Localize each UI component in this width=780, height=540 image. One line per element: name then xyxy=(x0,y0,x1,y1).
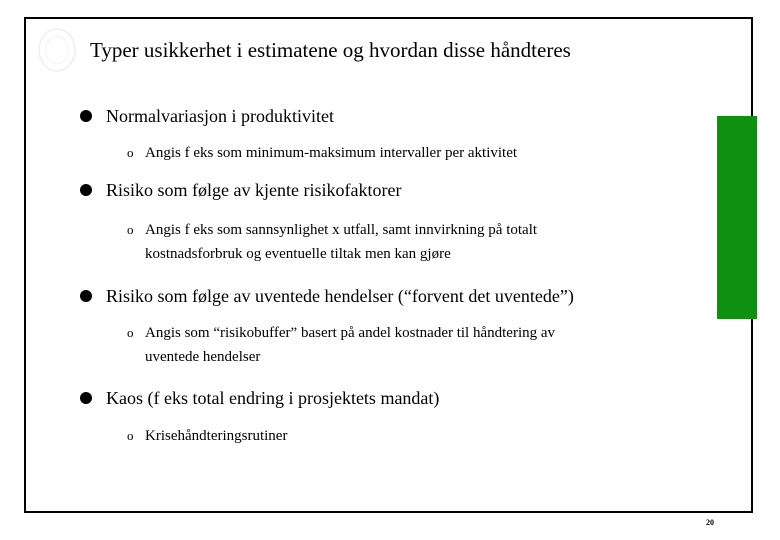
bullet-item xyxy=(80,386,439,410)
bullet-dot-icon xyxy=(80,290,92,302)
bullet-dot-icon xyxy=(80,184,92,196)
sub-bullet-line: uventede hendelser xyxy=(145,349,261,365)
bullet-item xyxy=(80,104,334,128)
page-number: 20 xyxy=(706,518,714,527)
sub-bullet-item xyxy=(127,321,555,369)
sub-bullet-item xyxy=(127,218,537,266)
sub-bullet-marker: o xyxy=(127,325,134,340)
sub-bullet-marker: o xyxy=(127,145,134,160)
sub-bullet-line: Angis f eks som minimum-maksimum intervaller per aktivitet xyxy=(145,145,518,161)
logo-watermark-icon xyxy=(36,26,78,74)
bullet-item xyxy=(80,284,574,308)
sub-bullet-item xyxy=(127,141,517,165)
sub-bullet-line: Angis f eks som sannsynlighet x utfall, samt innvirkning på totalt xyxy=(145,222,538,238)
sub-bullet-line: Angis som “risikobuffer” basert på andel kostnader til håndtering av xyxy=(145,325,556,341)
slide-title: Typer usikkerhet i estimatene og hvordan disse håndteres xyxy=(90,38,571,62)
sub-bullet-item xyxy=(127,424,287,448)
sub-bullet-line: Krisehåndteringsrutiner xyxy=(145,428,288,444)
sub-bullet-marker: o xyxy=(127,428,134,443)
bullet-text: Risiko som følge av uventede hendelser (“forvent det uventede”) xyxy=(106,285,574,306)
sub-bullet-line: kostnadsforbruk og eventuelle tiltak men kan gjøre xyxy=(145,246,451,262)
bullet-text: Normalvariasjon i produktivitet xyxy=(106,105,334,126)
bullet-item xyxy=(80,178,401,202)
bullet-text: Kaos (f eks total endring i prosjektets mandat) xyxy=(106,387,440,408)
sub-bullet-marker: o xyxy=(127,222,134,237)
bullet-text: Risiko som følge av kjente risikofaktorer xyxy=(106,179,402,200)
green-accent-bar xyxy=(717,116,757,319)
bullet-dot-icon xyxy=(80,392,92,404)
bullet-dot-icon xyxy=(80,110,92,122)
